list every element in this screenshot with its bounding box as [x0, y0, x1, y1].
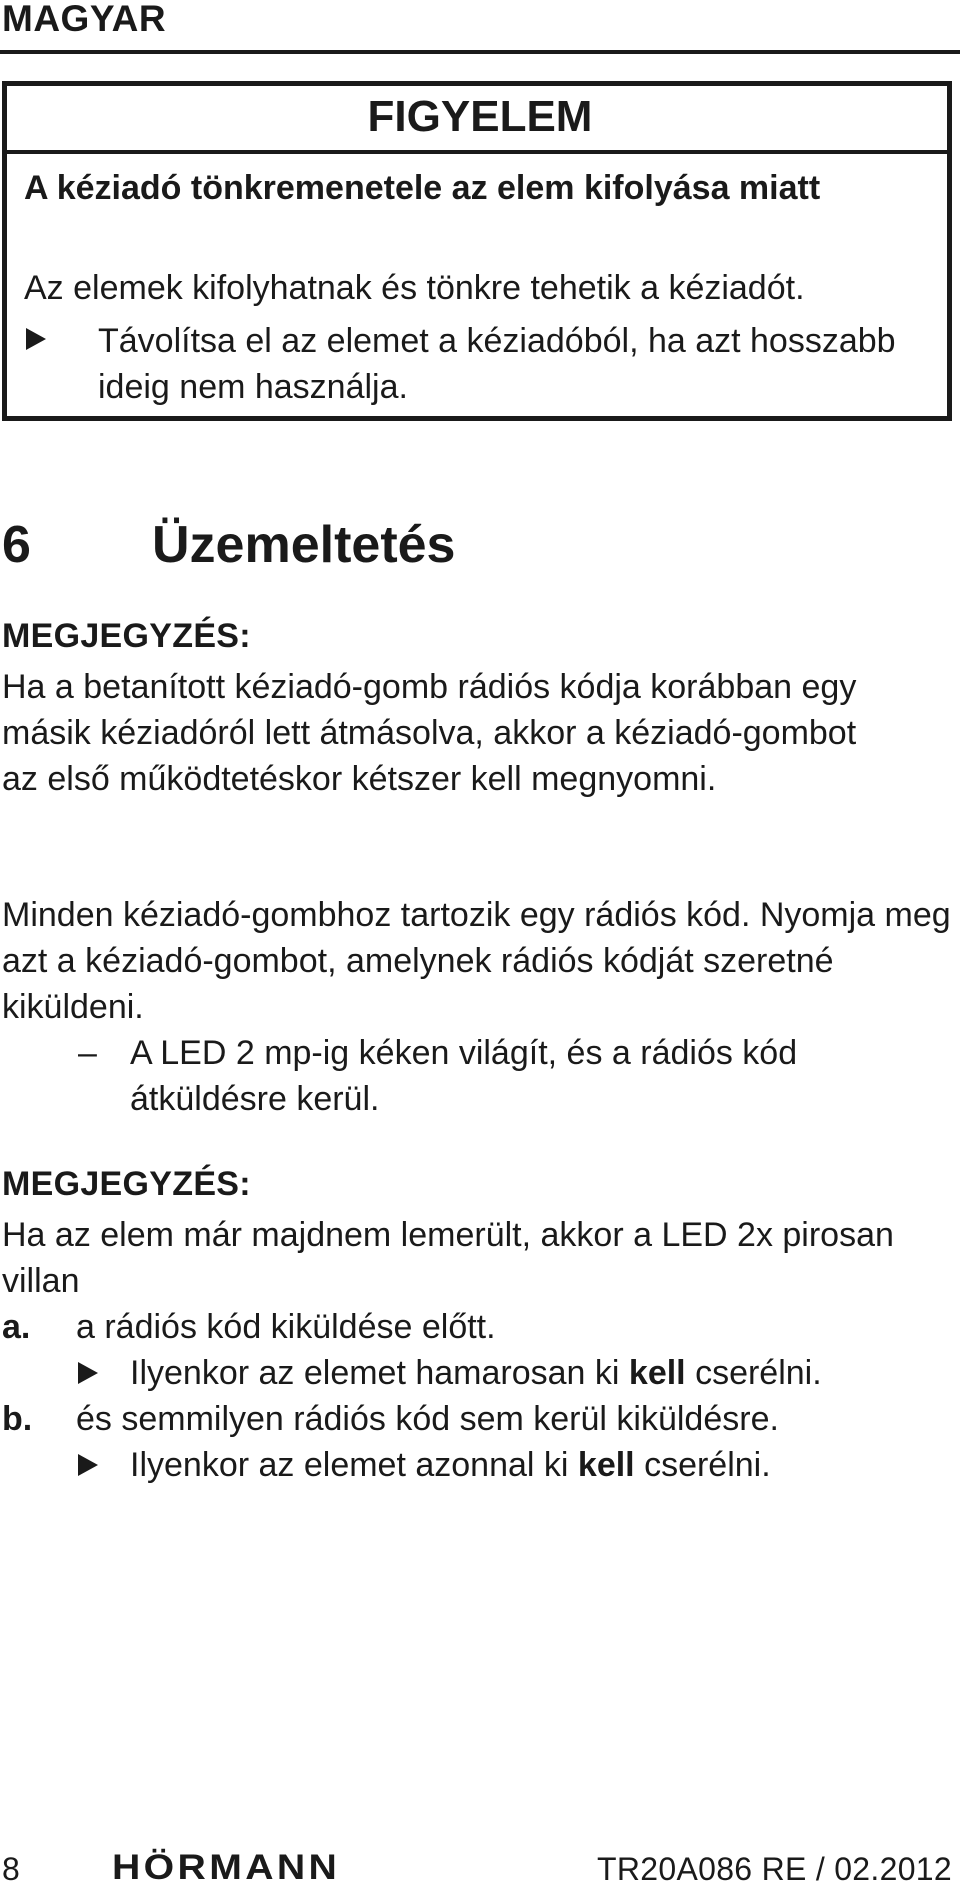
action-text: Ilyenkor az elemet azonnal ki — [130, 1446, 578, 1484]
language-label: MAGYAR — [2, 0, 167, 39]
note-label: MEGJEGYZÉS: — [2, 1165, 251, 1203]
note-label: MEGJEGYZÉS: — [2, 617, 251, 655]
action-arrow-icon — [78, 1454, 98, 1476]
note-text: Ha a betanított kéziadó-gomb rádiós kódja korábban egy másik kéziadóról lett átmásolva, akkor a kéziadó-gombot az első működtetéskor kétszer kell megnyomni. — [2, 668, 857, 798]
action-text: Ilyenkor az elemet hamarosan ki — [130, 1354, 629, 1392]
warning-title: FIGYELEM — [367, 92, 593, 141]
page-number: 8 — [2, 1851, 20, 1887]
result-dash-marker: – — [78, 1034, 97, 1072]
result-text: A LED 2 mp-ig kéken világít, és a rádiós kód átküldésre kerül. — [130, 1034, 798, 1118]
action-emphasis: kell — [628, 1354, 686, 1392]
warning-body: Az elemek kifolyhatnak és tönkre tehetik a kéziadót. — [24, 269, 805, 307]
list-item-letter: b. — [2, 1400, 33, 1438]
operation-paragraph: Minden kéziadó-gombhoz tartozik egy rádiós kód. Nyomja meg azt a kéziadó-gombot, amelynek rádiós kódját szeretné kiküldeni. — [2, 896, 951, 1026]
warning-action: Távolítsa el az elemet a kéziadóból, ha azt hosszabb ideig nem használja. — [98, 322, 896, 406]
brand-logo: HÖRMANN — [112, 1848, 341, 1887]
action-text: cserélni. — [685, 1354, 822, 1392]
section-number: 6 — [2, 516, 31, 574]
list-item-letter: a. — [2, 1308, 31, 1346]
action-text: cserélni. — [634, 1446, 771, 1484]
header-divider — [0, 50, 960, 54]
list-item-action — [130, 1442, 960, 1488]
warning-divider — [7, 150, 947, 154]
action-emphasis: kell — [577, 1446, 635, 1484]
note-text: Ha az elem már majdnem lemerült, akkor a LED 2x pirosan villan — [2, 1216, 894, 1300]
section-title: Üzemeltetés — [152, 516, 456, 574]
list-item-text: a rádiós kód kiküldése előtt. — [76, 1308, 496, 1346]
list-item-text: és semmilyen rádiós kód sem kerül kiküldésre. — [76, 1400, 779, 1438]
action-arrow-icon — [78, 1362, 98, 1384]
action-arrow-icon — [26, 328, 46, 350]
warning-heading: A kéziadó tönkremenetele az elem kifolyása miatt — [24, 169, 821, 207]
document-code: TR20A086 RE / 02.2012 — [597, 1851, 952, 1887]
list-item-action — [130, 1350, 960, 1396]
